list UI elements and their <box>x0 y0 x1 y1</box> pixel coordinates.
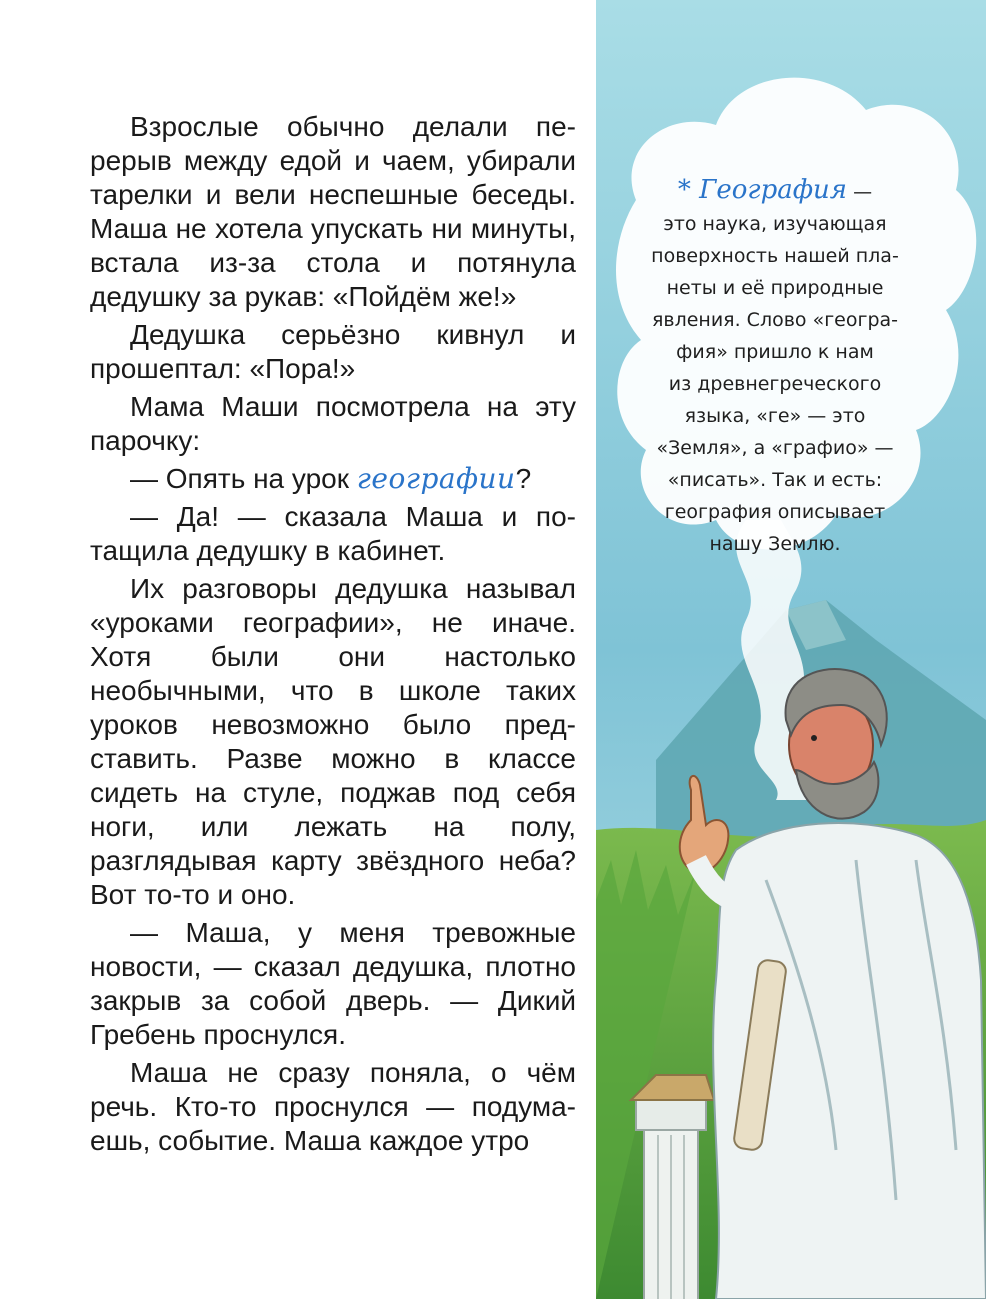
note-line: «Земля», а «графио» — <box>656 437 894 459</box>
paragraph-6: Их разговоры дедушка называл «уроками географии», не иначе. Хотя были они настолько необычными, что в школе таких уроков невозможно было представить. Разве можно в классе сидеть на стуле, поджав под себя ноги, или лежать на полу, разглядывая карту звёздного неба? Вот то-то и оно. <box>90 573 576 910</box>
note-line: поверхность нашей пла- <box>651 245 899 267</box>
paragraph-4-start: — Опять на урок <box>130 463 357 494</box>
note-line: языка, «ге» — это <box>684 405 866 427</box>
paragraph-3: Мама Маши посмотрела на эту парочку: <box>90 391 576 456</box>
definition-note <box>640 176 910 560</box>
paragraph-2: Дедушка серьёзно кивнул и прошептал: «Пора!» <box>90 319 576 384</box>
note-line: из древнегреческого <box>668 373 882 395</box>
geography-term: географии <box>356 462 516 495</box>
note-title-dash: — <box>847 181 873 203</box>
note-line: «писать». Так и есть: <box>667 469 883 491</box>
paragraph-7: — Маша, у меня тревожные новости, — сказал дедушка, плотно закрыв за собой дверь. — Дикий Гребень проснулся. <box>90 917 576 1050</box>
note-line: нашу Землю. <box>709 533 841 555</box>
paragraph-5: — Да! — сказала Маша и потащила дедушку в кабинет. <box>90 501 576 566</box>
note-line: это наука, изучающая <box>663 213 887 235</box>
note-title: * География <box>677 175 848 205</box>
note-line: явления. Слово «геогра- <box>651 309 899 331</box>
paragraph-8: Маша не сразу поняла, о чём речь. Кто-то проснулся — подумаешь, событие. Маша каждое утро <box>90 1057 576 1156</box>
paragraph-4 <box>90 462 576 496</box>
note-line: неты и её природные <box>666 277 884 299</box>
paragraph-4-end: ? <box>515 463 532 494</box>
note-header <box>640 176 910 208</box>
paragraph-1: Взрослые обычно делали перерыв между едой и чаем, убирали тарелки и вели неспешные беседы. Маша не хотела упускать ни минуты, встала из-за стола и потянула дедушку за рукав: «Пойдём же!» <box>90 111 576 312</box>
note-line: фия» пришло к нам <box>676 341 874 363</box>
story-text <box>90 110 576 1162</box>
note-line: география описывает <box>664 501 886 523</box>
